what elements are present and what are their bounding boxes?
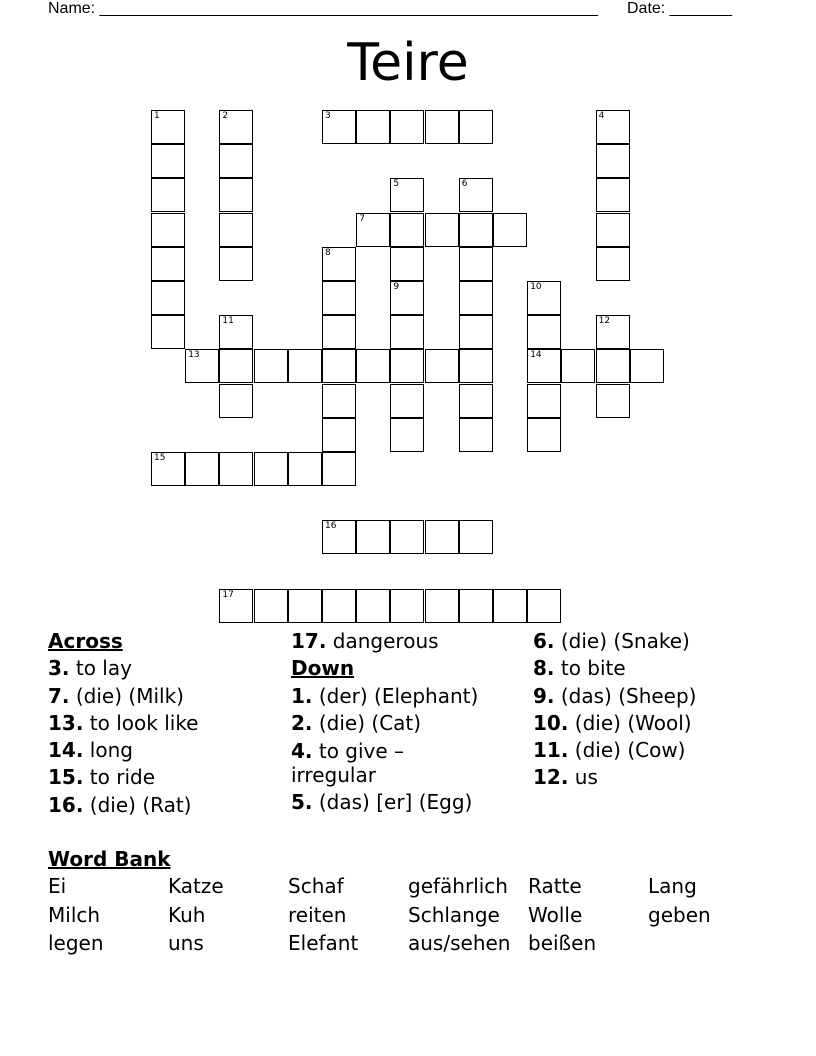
grid-cell[interactable]	[390, 349, 424, 383]
name-field-label[interactable]: Name: ________________________________________________________	[48, 0, 598, 17]
grid-cell[interactable]	[527, 589, 561, 623]
grid-cell[interactable]	[390, 315, 424, 349]
grid-cell[interactable]	[322, 247, 356, 281]
grid-cell[interactable]	[151, 144, 185, 178]
clue-across-17: 17. dangerous	[291, 629, 439, 653]
grid-cell[interactable]	[219, 384, 253, 418]
grid-cell[interactable]	[596, 384, 630, 418]
grid-cell[interactable]	[390, 281, 424, 315]
clue-number: 15	[154, 453, 166, 463]
clue-number: 3	[325, 111, 331, 121]
grid-cell[interactable]	[151, 452, 185, 486]
grid-cell[interactable]	[151, 110, 185, 144]
grid-cell[interactable]	[425, 349, 459, 383]
grid-cell[interactable]	[219, 213, 253, 247]
grid-cell[interactable]	[596, 247, 630, 281]
grid-cell[interactable]	[459, 213, 493, 247]
grid-cell[interactable]	[459, 418, 493, 452]
clue-number: 12	[598, 316, 611, 327]
clue-number: 13	[188, 350, 200, 361]
grid-cell[interactable]	[322, 520, 356, 554]
word-bank-item: Schlange	[408, 902, 500, 927]
grid-cell[interactable]	[527, 281, 561, 315]
word-bank-item: Ratte	[528, 874, 582, 898]
grid-cell[interactable]	[219, 315, 253, 349]
down-heading: Down	[291, 656, 355, 681]
grid-cell[interactable]	[390, 247, 424, 281]
clue-down-9: 9. (das) (Sheep)	[533, 683, 697, 708]
clue-down-11: 11. (die) (Cow)	[533, 738, 686, 763]
clue-across-15: 15. to ride	[48, 765, 156, 790]
word-bank-item: gefährlich	[408, 874, 508, 898]
word-bank-item: legen	[48, 931, 104, 955]
grid-cell[interactable]	[390, 110, 424, 144]
clue-across-7: 7. (die) (Milk)	[48, 683, 184, 708]
grid-cell[interactable]	[459, 349, 493, 383]
grid-cell[interactable]	[459, 247, 493, 281]
grid-cell[interactable]	[288, 452, 322, 486]
grid-cell[interactable]	[390, 178, 424, 212]
grid-cell[interactable]	[459, 281, 493, 315]
header	[48, 0, 748, 20]
clue-down-8: 8. to bite	[533, 656, 626, 681]
grid-cell[interactable]	[561, 349, 595, 383]
grid-cell[interactable]	[322, 418, 356, 452]
grid-cell[interactable]	[356, 349, 390, 383]
grid-cell[interactable]	[322, 281, 356, 315]
word-bank-item: reiten	[288, 902, 347, 927]
word-bank-item: geben	[648, 902, 711, 927]
grid-cell[interactable]	[356, 213, 390, 247]
clue-number: 7	[359, 213, 365, 224]
grid-cell[interactable]	[219, 144, 253, 178]
grid-cell[interactable]	[254, 452, 288, 486]
grid-cell[interactable]	[185, 349, 219, 383]
grid-cell[interactable]	[630, 349, 664, 383]
clue-number: 17	[222, 589, 234, 600]
grid-cell[interactable]	[459, 384, 493, 418]
clue-number: 4	[598, 111, 605, 121]
grid-cell[interactable]	[356, 110, 390, 144]
clue-across-3: 3. to lay	[48, 656, 132, 681]
grid-cell[interactable]	[151, 213, 185, 247]
word-bank-title: Word Bank	[48, 847, 171, 871]
grid-cell[interactable]	[151, 281, 185, 315]
clue-down-12: 12. us	[533, 765, 598, 790]
grid-cell[interactable]	[596, 144, 630, 178]
grid-cell[interactable]	[219, 452, 253, 486]
clue-down-5: 5. (das) [er] (Egg)	[291, 790, 473, 815]
grid-cell[interactable]	[459, 178, 493, 212]
grid-cell[interactable]	[322, 384, 356, 418]
word-bank-item: uns	[168, 931, 204, 955]
grid-cell[interactable]	[185, 452, 219, 486]
word-bank-item: Kuh	[168, 902, 206, 927]
word-bank-item: Milch	[48, 902, 101, 927]
grid-cell[interactable]	[527, 349, 561, 383]
grid-cell[interactable]	[219, 247, 253, 281]
grid-cell[interactable]	[322, 315, 356, 349]
clue-number: 6	[461, 179, 468, 190]
grid-cell[interactable]	[596, 349, 630, 383]
grid-cell[interactable]	[288, 349, 322, 383]
grid-cell[interactable]	[219, 589, 253, 623]
grid-cell[interactable]	[596, 315, 630, 349]
clues-column-1	[48, 628, 283, 819]
word-bank-item: Ei	[48, 874, 67, 898]
grid-cell[interactable]	[254, 349, 288, 383]
grid-cell[interactable]	[390, 418, 424, 452]
grid-cell[interactable]	[596, 110, 630, 144]
grid-cell[interactable]	[459, 315, 493, 349]
date-field-label[interactable]: Date: _______	[627, 0, 732, 17]
word-bank-item: beißen	[528, 931, 597, 955]
grid-cell[interactable]	[425, 589, 459, 623]
word-bank-item: Schaf	[288, 874, 344, 898]
grid-cell[interactable]	[390, 520, 424, 554]
clue-number: 9	[393, 282, 400, 292]
grid-cell[interactable]	[596, 178, 630, 212]
clues-column-2	[291, 628, 526, 816]
grid-cell[interactable]	[322, 349, 356, 383]
clue-down-2: 2. (die) (Cat)	[291, 710, 422, 735]
word-bank-item: Lang	[648, 874, 697, 898]
grid-cell[interactable]	[390, 384, 424, 418]
clue-number: 11	[222, 316, 234, 327]
grid-cell[interactable]	[425, 110, 459, 144]
grid-cell[interactable]	[151, 315, 185, 349]
grid-cell[interactable]	[151, 178, 185, 212]
clue-across-16: 16. (die) (Rat)	[48, 792, 192, 817]
grid-cell[interactable]	[322, 110, 356, 144]
grid-cell[interactable]	[425, 213, 459, 247]
grid-cell[interactable]	[288, 589, 322, 623]
grid-cell[interactable]	[493, 589, 527, 623]
clues-column-3	[533, 628, 773, 792]
grid-cell[interactable]	[322, 452, 356, 486]
clue-number: 10	[530, 282, 542, 292]
grid-cell[interactable]	[254, 589, 288, 623]
grid-cell[interactable]	[219, 178, 253, 212]
clue-number: 14	[530, 350, 542, 361]
clue-across-13: 13. to look like	[48, 710, 199, 735]
clue-down-1: 1. (der) (Elephant)	[291, 683, 479, 708]
grid-cell[interactable]	[459, 110, 493, 144]
grid-cell[interactable]	[219, 110, 253, 144]
grid-cell[interactable]	[390, 213, 424, 247]
grid-cell[interactable]	[459, 589, 493, 623]
grid-cell[interactable]	[527, 315, 561, 349]
clue-number: 1	[154, 111, 160, 121]
clue-down-10: 10. (die) (Wool)	[533, 710, 692, 735]
grid-cell[interactable]	[390, 589, 424, 623]
clue-number: 2	[222, 111, 229, 121]
grid-cell[interactable]	[356, 589, 390, 623]
clue-number: 5	[393, 179, 400, 190]
grid-cell[interactable]	[425, 520, 459, 554]
word-bank-item: Wolle	[528, 902, 583, 927]
grid-cell[interactable]	[151, 247, 185, 281]
across-heading: Across	[48, 629, 123, 653]
grid-cell[interactable]	[322, 589, 356, 623]
grid-cell[interactable]	[596, 213, 630, 247]
word-bank-item: Katze	[168, 874, 224, 898]
clue-down-6: 6. (die) (Snake)	[533, 629, 690, 653]
clue-down-4: 4. to give – irregular	[291, 739, 405, 788]
word-bank-item: Elefant	[288, 931, 359, 955]
clue-number: 16	[325, 521, 337, 532]
grid-cell[interactable]	[493, 213, 527, 247]
grid-cell[interactable]	[459, 520, 493, 554]
page-title: Teire	[347, 33, 469, 93]
grid-cell[interactable]	[356, 520, 390, 554]
clue-across-14: 14. long	[48, 738, 133, 763]
grid-cell[interactable]	[527, 418, 561, 452]
grid-cell[interactable]	[219, 349, 253, 383]
clue-number: 8	[325, 247, 331, 258]
grid-cell[interactable]	[527, 384, 561, 418]
word-bank-item: aus/sehen	[408, 931, 511, 955]
